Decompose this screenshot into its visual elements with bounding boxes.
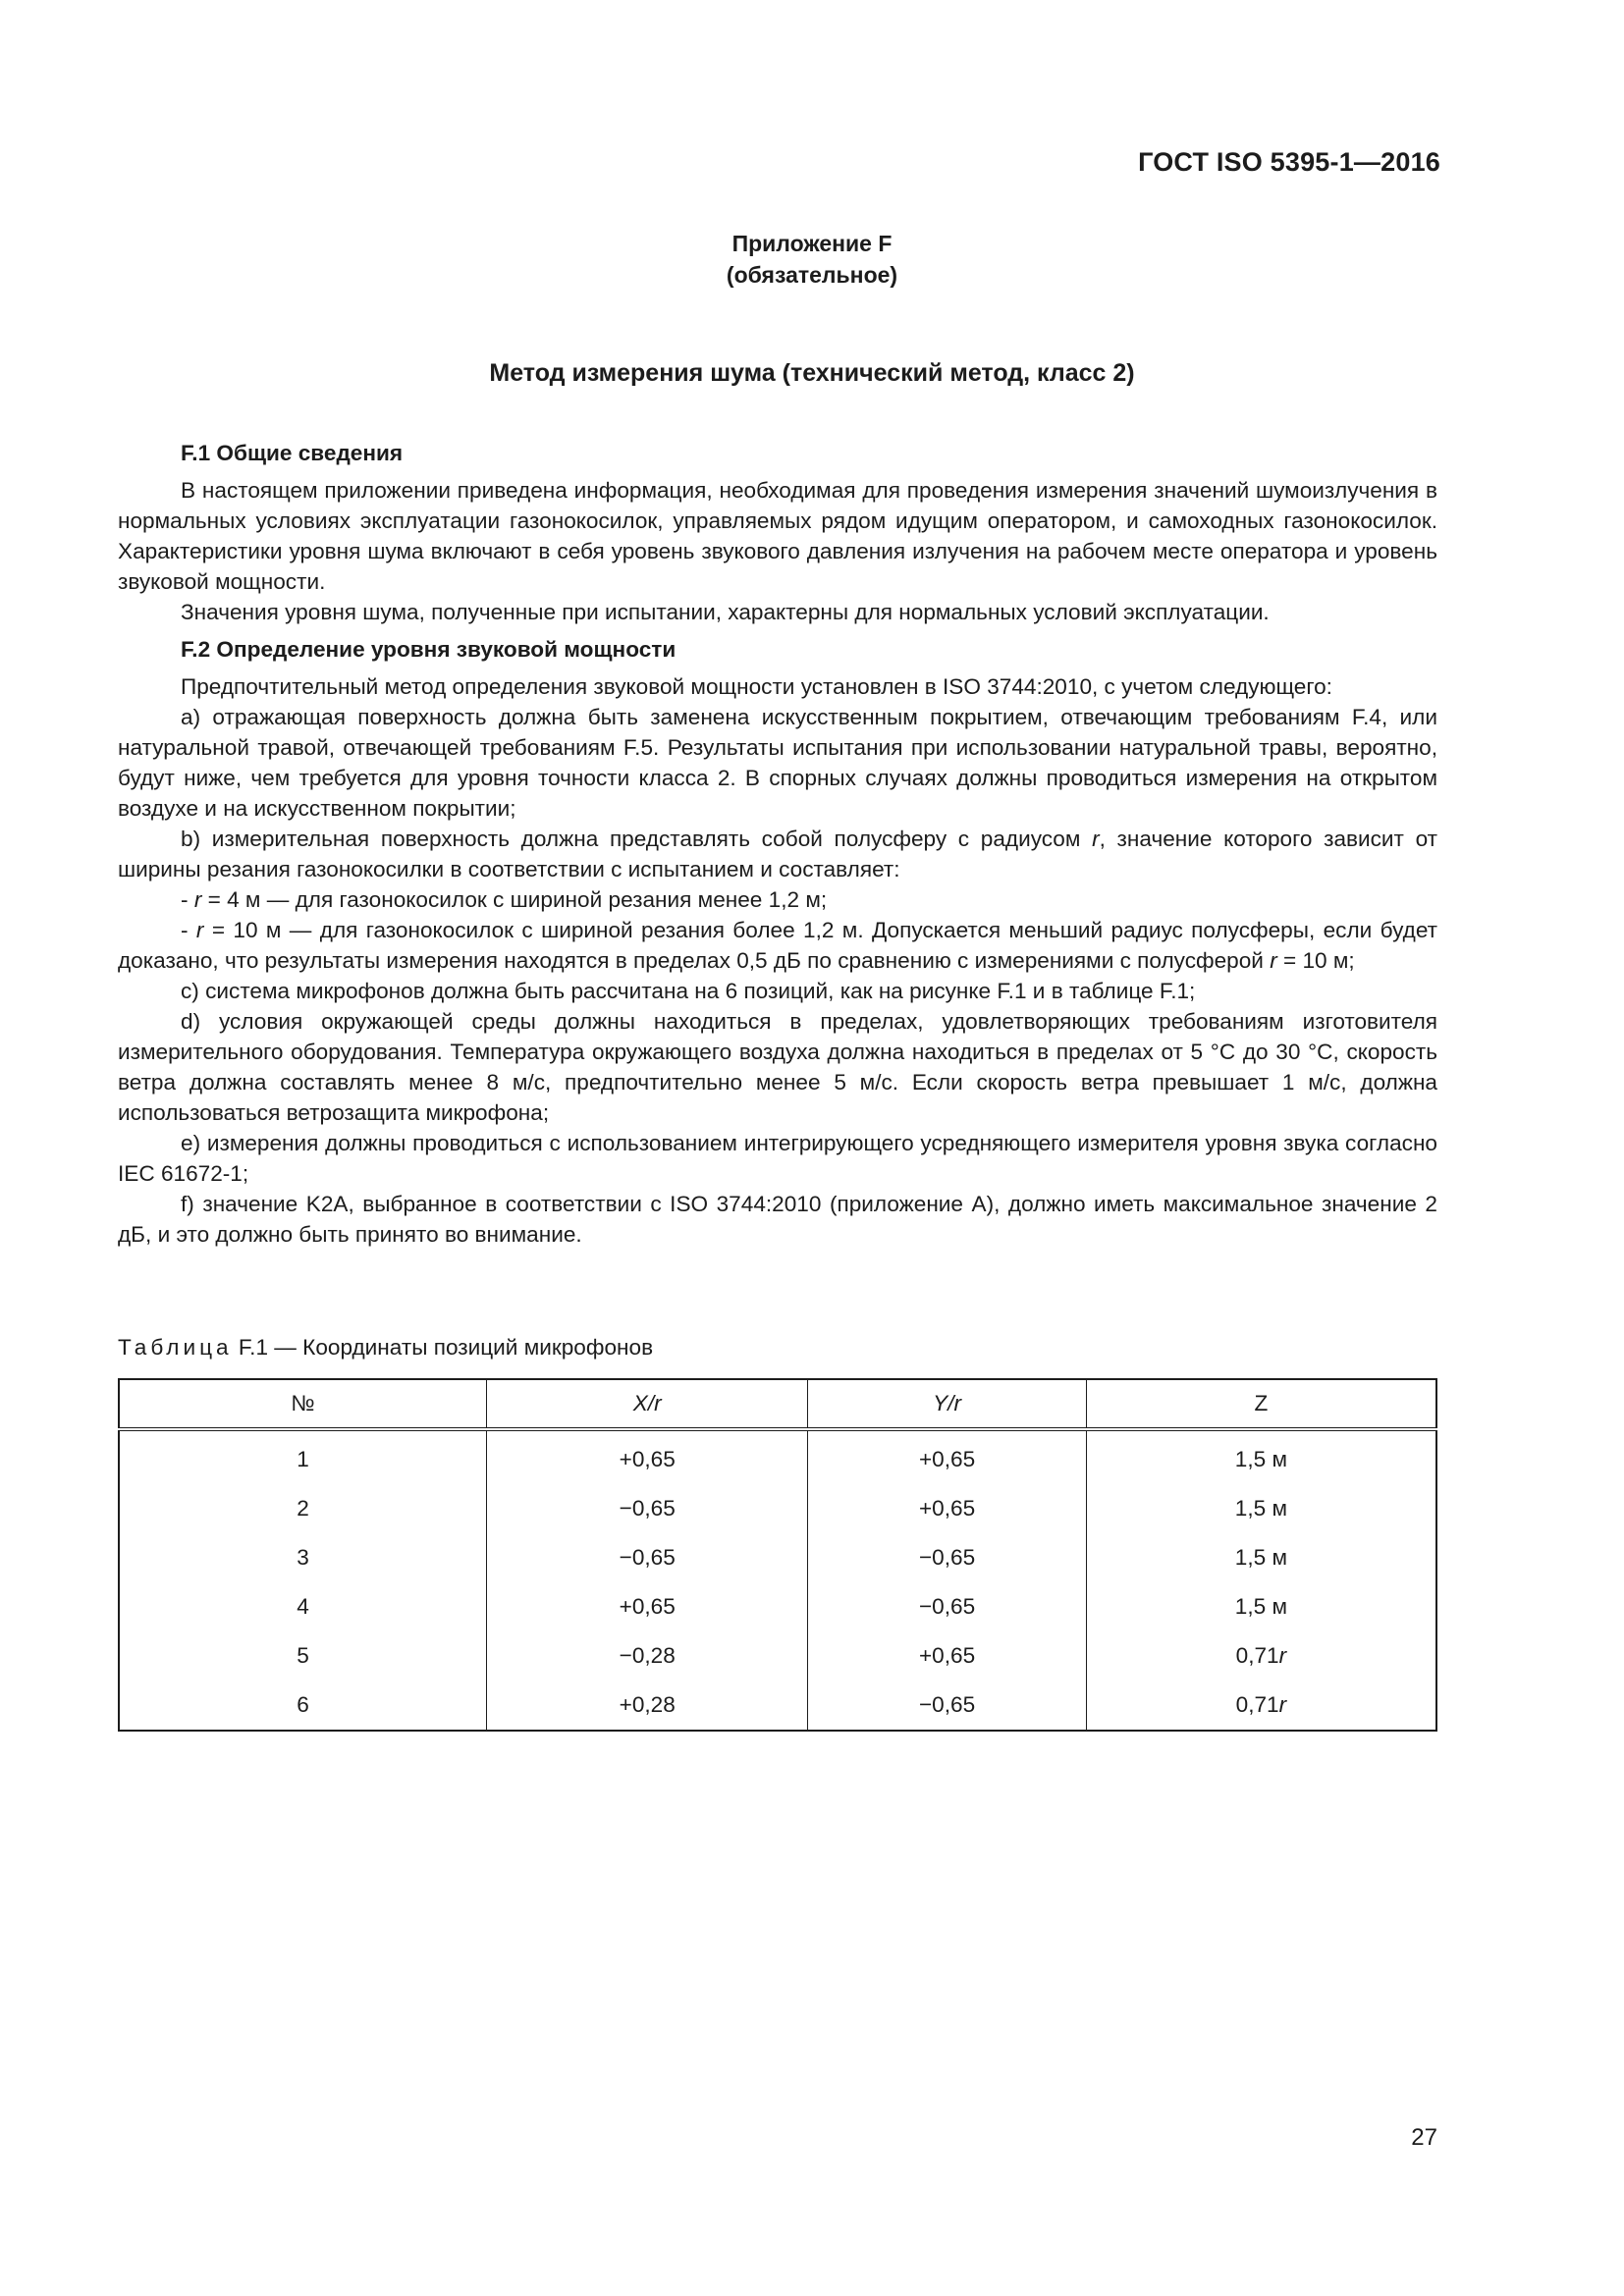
header-x: X/r <box>487 1379 808 1429</box>
table-caption-word: Таблица <box>118 1335 233 1360</box>
document-code: ГОСТ ISO 5395-1—2016 <box>1138 147 1440 177</box>
list-item-f: f) значение K2A, выбранное в соответствии с ISO 3744:2010 (приложение А), должно иметь максимальное значение 2 дБ, и это должно быть принято во внимание. <box>118 1192 1437 1247</box>
table-caption <box>118 1335 653 1361</box>
main-title: Метод измерения шума (технический метод, класс 2) <box>489 359 1135 387</box>
page-number: 27 <box>1411 2124 1437 2151</box>
table-row <box>119 1582 1436 1631</box>
cell-number: 6 <box>119 1681 487 1731</box>
cell-y: −0,65 <box>808 1582 1086 1631</box>
table-row <box>119 1631 1436 1681</box>
cell-number: 3 <box>119 1533 487 1582</box>
list-dash-2: - r = 10 м — для газонокосилок с шириной резания более 1,2 м. Допускается меньший радиус полусферы, если будет доказано, что результаты измерения находятся в пределах 0,5 дБ по сравнению с измерениями с полусферой r = 10 м; <box>118 918 1437 973</box>
cell-x: +0,28 <box>487 1681 808 1731</box>
annex-status: (обязательное) <box>726 262 898 288</box>
table-row <box>119 1484 1436 1533</box>
cell-y: −0,65 <box>808 1681 1086 1731</box>
cell-number: 4 <box>119 1582 487 1631</box>
cell-z: 1,5 м <box>1086 1533 1436 1582</box>
cell-y: +0,65 <box>808 1631 1086 1681</box>
header-z: Z <box>1086 1379 1436 1429</box>
section-f1-paragraph-2: Значения уровня шума, полученные при испытании, характерны для нормальных условий эксплуатации. <box>181 600 1270 624</box>
section-f1-paragraph-1: В настоящем приложении приведена информация, необходимая для проведения измерения значений шумоизлучения в нормальных условиях эксплуатации газонокосилок, управляемых рядом идущим оператором, и самоходных газонокосилок. Характеристики уровня шума включают в себя уровень звукового давления излучения на рабочем месте оператора и уровень звуковой мощности. <box>118 478 1437 594</box>
list-item-e: е) измерения должны проводиться с использованием интегрирующего усредняющего измерителя уровня звука согласно IEC 61672-1; <box>118 1131 1437 1186</box>
list-item-d: d) условия окружающей среды должны находиться в пределах, удовлетворяющих требованиям изготовителя измерительного оборудования. Температура окружающего воздуха должна находиться в пределах от 5 °С до 30 °С, скорость ветра должна составлять менее 8 м/с, предпочтительно менее 5 м/с. Если скорость ветра превышает 1 м/с, должна использоваться ветрозащита микрофона; <box>118 1009 1437 1125</box>
section-f1-heading: F.1 Общие сведения <box>181 441 404 465</box>
cell-y: +0,65 <box>808 1429 1086 1484</box>
cell-z: 0,71r <box>1086 1681 1436 1731</box>
table-header-row <box>119 1379 1436 1429</box>
header-number: № <box>119 1379 487 1429</box>
cell-z: 1,5 м <box>1086 1484 1436 1533</box>
cell-x: −0,65 <box>487 1533 808 1582</box>
cell-number: 2 <box>119 1484 487 1533</box>
cell-y: −0,65 <box>808 1533 1086 1582</box>
cell-y: +0,65 <box>808 1484 1086 1533</box>
cell-x: −0,28 <box>487 1631 808 1681</box>
section-f2-heading: F.2 Определение уровня звуковой мощности <box>181 637 677 662</box>
cell-x: −0,65 <box>487 1484 808 1533</box>
table-caption-text: F.1 — Координаты позиций микрофонов <box>232 1335 654 1360</box>
list-item-b: b) измерительная поверхность должна представлять собой полусферу с радиусом r, значение которого зависит от ширины резания газонокосилки в соответствии с испытанием и составляет: <box>118 827 1437 881</box>
table-row <box>119 1429 1436 1484</box>
annex-heading <box>0 228 1624 291</box>
table-row <box>119 1533 1436 1582</box>
list-item-c: с) система микрофонов должна быть рассчитана на 6 позиций, как на рисунке F.1 и в таблице F.1; <box>181 979 1196 1003</box>
table-row <box>119 1681 1436 1731</box>
list-dash-1: - r = 4 м — для газонокосилок с шириной резания менее 1,2 м; <box>181 887 828 912</box>
cell-z: 1,5 м <box>1086 1582 1436 1631</box>
list-item-a: а) отражающая поверхность должна быть заменена искусственным покрытием, отвечающим требованиям F.4, или натуральной травой, отвечающей требованиям F.5. Результаты испытания при использовании натуральной травы, вероятно, будут ниже, чем требуется для уровня точности класса 2. В спорных случаях должны проводиться измерения на открытом воздухе и на искусственном покрытии; <box>118 705 1437 821</box>
annex-title: Приложение F <box>731 231 893 256</box>
coordinates-table <box>118 1378 1437 1732</box>
cell-z: 1,5 м <box>1086 1429 1436 1484</box>
header-y: Y/r <box>808 1379 1086 1429</box>
body-text <box>118 438 1437 1250</box>
cell-z: 0,71r <box>1086 1631 1436 1681</box>
cell-number: 5 <box>119 1631 487 1681</box>
cell-x: +0,65 <box>487 1582 808 1631</box>
cell-x: +0,65 <box>487 1429 808 1484</box>
section-f2-intro: Предпочтительный метод определения звуковой мощности установлен в ISO 3744:2010, с учетом следующего: <box>181 674 1332 699</box>
cell-number: 1 <box>119 1429 487 1484</box>
